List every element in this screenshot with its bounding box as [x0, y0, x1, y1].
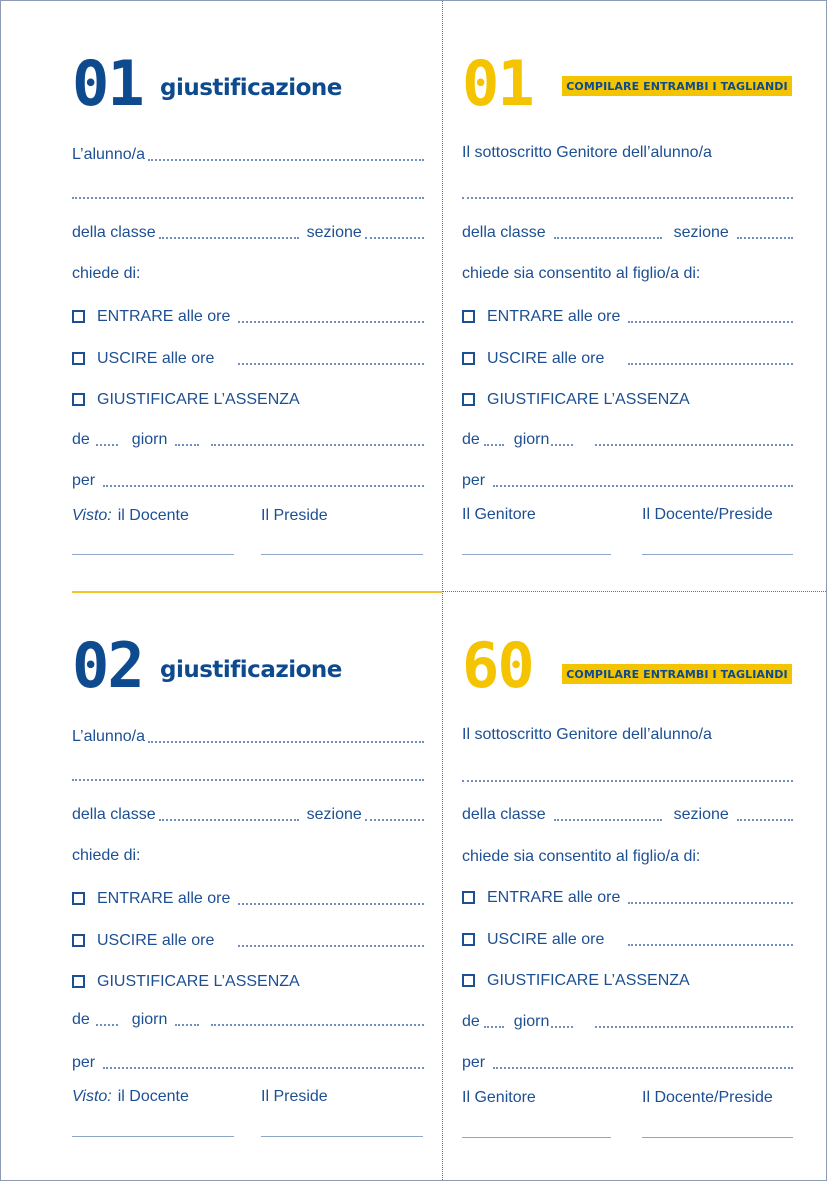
alunno-row [72, 141, 424, 165]
per-field[interactable] [103, 485, 424, 487]
per-field[interactable] [493, 485, 793, 487]
slip-number: 01 [462, 47, 533, 120]
genitore-signature-line[interactable] [462, 1137, 611, 1138]
uscire-field[interactable] [238, 945, 424, 947]
genitore-name-row [462, 179, 793, 203]
per-label: per [462, 1054, 486, 1071]
uscire-field[interactable] [238, 363, 424, 365]
giorn-field[interactable] [175, 444, 199, 446]
preside-label: Il Preside [261, 507, 328, 524]
entrare-label: ENTRARE alle ore [487, 889, 621, 906]
giorn-label: giorn [131, 431, 168, 448]
chiede-row [462, 260, 793, 284]
chiede-row [72, 260, 424, 284]
sezione-field[interactable] [737, 237, 793, 239]
uscire-row [462, 926, 793, 950]
sezione-label: sezione [306, 806, 362, 823]
de-giorn-row [462, 426, 793, 450]
sezione-label: sezione [673, 806, 729, 823]
uscire-label: USCIRE alle ore [97, 932, 215, 949]
giorn-label: giorn [513, 1013, 550, 1030]
slip-number: 01 [72, 47, 143, 120]
visto-docente [72, 1088, 189, 1106]
giustificare-label: GIUSTIFICARE L’ASSENZA [97, 973, 300, 990]
alunno-field-2[interactable] [72, 197, 424, 199]
entrare-row [72, 303, 424, 327]
uscire-checkbox[interactable] [462, 933, 475, 946]
docente-preside-signature-line[interactable] [642, 1137, 793, 1138]
visto-label: Visto: [72, 1088, 112, 1105]
horizontal-cut-line-right [443, 591, 826, 592]
alunno-field-2[interactable] [72, 779, 424, 781]
horizontal-divider-left [72, 591, 442, 593]
giustificare-checkbox[interactable] [462, 393, 475, 406]
docente-label: il Docente [117, 1088, 189, 1105]
docente-preside-label: Il Docente/Preside [642, 1089, 773, 1106]
per-label: per [462, 472, 486, 489]
entrare-label: ENTRARE alle ore [487, 308, 621, 325]
giustificare-checkbox[interactable] [72, 393, 85, 406]
de-field[interactable] [484, 1026, 504, 1028]
uscire-label: USCIRE alle ore [97, 350, 215, 367]
classe-label: della classe [462, 224, 546, 241]
classe-field[interactable] [554, 237, 662, 239]
per-row [72, 1049, 424, 1073]
preside-signature-line[interactable] [261, 1136, 423, 1137]
visto-label: Visto: [72, 507, 112, 524]
slip-header [72, 629, 424, 705]
slip-header [72, 47, 424, 123]
alunno-field[interactable] [148, 159, 424, 161]
sottoscritto-row [462, 139, 793, 163]
chiede-row [72, 842, 424, 866]
classe-field[interactable] [554, 819, 662, 821]
entrare-checkbox[interactable] [462, 310, 475, 323]
classe-label: della classe [462, 806, 546, 823]
alunno-label: L’alunno/a [72, 728, 145, 745]
classe-label: della classe [72, 224, 156, 241]
uscire-checkbox[interactable] [462, 352, 475, 365]
entrare-label: ENTRARE alle ore [97, 308, 231, 325]
giorn-field[interactable] [175, 1024, 199, 1026]
giustificare-row [72, 386, 424, 410]
per-label: per [72, 472, 96, 489]
alunno-row [72, 723, 424, 747]
sezione-label: sezione [673, 224, 729, 241]
entrare-field[interactable] [238, 321, 424, 323]
chiede-label: chiede sia consentito al figlio/a di: [462, 848, 701, 865]
giorn-label: giorn [513, 431, 550, 448]
per-row [462, 1049, 793, 1073]
genitore-signature-line[interactable] [462, 554, 611, 555]
entrare-field[interactable] [628, 902, 793, 904]
uscire-checkbox[interactable] [72, 934, 85, 947]
chiede-row [462, 843, 793, 867]
docente-preside-signature-line[interactable] [642, 554, 793, 555]
genitore-label: Il Genitore [462, 506, 536, 523]
de-field[interactable] [96, 444, 118, 446]
giorn-extra-field[interactable] [595, 1026, 793, 1028]
preside-signature-line[interactable] [261, 554, 423, 555]
uscire-checkbox[interactable] [72, 352, 85, 365]
slip-title: giustificazione [160, 75, 342, 101]
alunno-field[interactable] [462, 197, 793, 199]
classe-row [72, 801, 424, 825]
slip-number: 60 [462, 629, 533, 702]
alunno-label: L’alunno/a [72, 146, 145, 163]
uscire-row [72, 927, 424, 951]
per-field[interactable] [103, 1067, 424, 1069]
slip-top-left [72, 47, 424, 573]
sezione-label: sezione [306, 224, 362, 241]
giorn-extra-field[interactable] [595, 444, 793, 446]
slip-number: 02 [72, 629, 143, 702]
genitore-label: Il Genitore [462, 1089, 536, 1106]
de-label: de [72, 431, 90, 448]
per-field[interactable] [493, 1067, 793, 1069]
sottoscritto-label: Il sottoscritto Genitore dell’alunno/a [462, 726, 712, 743]
de-giorn-row [72, 1006, 424, 1030]
alunno-row-2 [72, 179, 424, 203]
de-giorn-row [72, 426, 424, 450]
entrare-checkbox[interactable] [72, 892, 85, 905]
classe-field[interactable] [159, 237, 299, 239]
slip-title: giustificazione [160, 657, 342, 683]
giustificare-label: GIUSTIFICARE L’ASSENZA [487, 972, 690, 989]
de-label: de [462, 1013, 480, 1030]
entrare-checkbox[interactable] [462, 891, 475, 904]
de-giorn-row [462, 1008, 793, 1032]
uscire-row [72, 345, 424, 369]
slip-bottom-left [72, 629, 424, 1155]
giorn-label: giorn [131, 1011, 168, 1028]
giorn-extra-field[interactable] [211, 1024, 424, 1026]
classe-row [462, 801, 793, 825]
genitore-name-row [462, 762, 793, 786]
slip-header [462, 47, 793, 123]
uscire-row [462, 345, 793, 369]
alunno-row-2 [72, 761, 424, 785]
compilare-badge: COMPILARE ENTRAMBI I TAGLIANDI [562, 664, 792, 684]
compilare-badge: COMPILARE ENTRAMBI I TAGLIANDI [562, 76, 792, 96]
de-label: de [462, 431, 480, 448]
classe-label: della classe [72, 806, 156, 823]
chiede-label: chiede di: [72, 265, 141, 282]
giustificare-checkbox[interactable] [462, 974, 475, 987]
preside-label: Il Preside [261, 1088, 328, 1105]
docente-label: il Docente [117, 507, 189, 524]
uscire-label: USCIRE alle ore [487, 931, 605, 948]
chiede-label: chiede di: [72, 847, 141, 864]
entrare-label: ENTRARE alle ore [97, 890, 231, 907]
uscire-label: USCIRE alle ore [487, 350, 605, 367]
uscire-field[interactable] [628, 944, 793, 946]
per-row [72, 467, 424, 491]
per-row [462, 467, 793, 491]
giustificare-label: GIUSTIFICARE L’ASSENZA [487, 391, 690, 408]
classe-field[interactable] [159, 819, 299, 821]
giustificare-row [462, 967, 793, 991]
sottoscritto-row [462, 721, 793, 745]
docente-preside-label: Il Docente/Preside [642, 506, 773, 523]
alunno-field[interactable] [462, 780, 793, 782]
entrare-field[interactable] [628, 321, 793, 323]
entrare-row [462, 303, 793, 327]
slip-header [462, 629, 793, 705]
giustificare-row [462, 386, 793, 410]
docente-signature-line[interactable] [72, 1136, 234, 1137]
de-field[interactable] [484, 444, 504, 446]
entrare-row [462, 884, 793, 908]
giustificare-label: GIUSTIFICARE L’ASSENZA [97, 391, 300, 408]
de-label: de [72, 1011, 90, 1028]
visto-docente [72, 507, 189, 525]
sezione-field[interactable] [365, 237, 424, 239]
alunno-field[interactable] [148, 741, 424, 743]
entrare-row [72, 885, 424, 909]
de-field[interactable] [96, 1024, 118, 1026]
per-label: per [72, 1054, 96, 1071]
slip-bottom-right [462, 629, 793, 1155]
docente-signature-line[interactable] [72, 554, 234, 555]
classe-row [72, 219, 424, 243]
chiede-label: chiede sia consentito al figlio/a di: [462, 265, 701, 282]
classe-row [462, 219, 793, 243]
entrare-field[interactable] [238, 903, 424, 905]
giustificare-checkbox[interactable] [72, 975, 85, 988]
sezione-field[interactable] [365, 819, 424, 821]
sezione-field[interactable] [737, 819, 793, 821]
sottoscritto-label: Il sottoscritto Genitore dell’alunno/a [462, 144, 712, 161]
entrare-checkbox[interactable] [72, 310, 85, 323]
uscire-field[interactable] [628, 363, 793, 365]
giorn-extra-field[interactable] [211, 444, 424, 446]
giustificare-row [72, 968, 424, 992]
slip-top-right [462, 47, 793, 573]
giorn-field[interactable] [551, 444, 573, 446]
giorn-field[interactable] [551, 1026, 573, 1028]
